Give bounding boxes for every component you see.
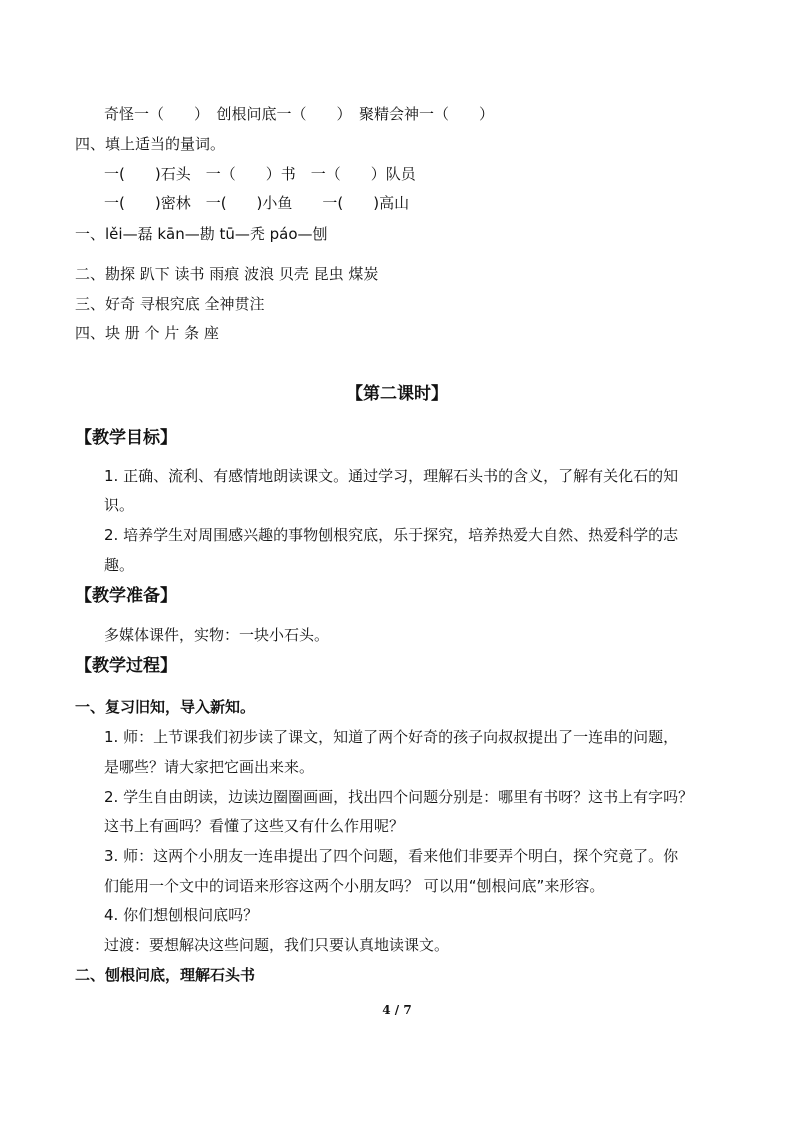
idiom-fill-line: 奇怪一（ ） 创根问底一（ ） 聚精会神一（ ） bbox=[104, 105, 495, 123]
step-1-heading: 一、复习旧知，导入新知。 bbox=[75, 698, 256, 716]
answer-1: 一、lěi—磊 kān—勘 tū—秃 páo—刨 bbox=[75, 225, 328, 243]
goal-1-line-1: 1. 正确、流利、有感情地朗读课文。通过学习，理解石头书的含义，了解有关化石的知 bbox=[104, 467, 679, 485]
answer-3: 三、好奇 寻根究底 全神贯注 bbox=[75, 295, 265, 313]
lesson-title: 【第二课时】 bbox=[346, 384, 448, 404]
step-1-para-2-line-1: 2. 学生自由朗读，边读边圈圈画画，找出四个问题分别是：哪里有书呀？这书上有字吗？ bbox=[104, 788, 694, 806]
answer-4: 四、块 册 个 片 条 座 bbox=[75, 324, 219, 342]
goal-2-line-1: 2. 培养学生对周围感兴趣的事物刨根究底，乐于探究，培养热爱大自然、热爱科学的志 bbox=[104, 526, 679, 544]
step-1-para-1-line-1: 1. 师：上节课我们初步读了课文，知道了两个好奇的孩子向叔叔提出了一连串的问题， bbox=[104, 728, 679, 746]
step-1-transition: 过渡：要想解决这些问题，我们只要认真地读课文。 bbox=[104, 936, 450, 954]
step-1-para-4: 4. 你们想刨根问底吗？ bbox=[104, 906, 259, 924]
prep-text: 多媒体课件，实物：一块小石头。 bbox=[104, 626, 330, 644]
measure-fill-line-1: 一( )石头 一（ ）书 一（ ）队员 bbox=[104, 165, 416, 183]
answer-2: 二、勘探 趴下 读书 雨痕 波浪 贝壳 昆虫 煤炭 bbox=[75, 265, 379, 283]
prep-heading: 【教学准备】 bbox=[75, 586, 177, 606]
step-1-para-2-line-2: 这书上有画吗？看懂了这些又有什么作用呢？ bbox=[104, 817, 405, 835]
goal-1-line-2: 识。 bbox=[104, 496, 135, 514]
page-number: 4 / 7 bbox=[382, 1003, 412, 1017]
process-heading: 【教学过程】 bbox=[75, 656, 177, 676]
section4-title: 四、填上适当的量词。 bbox=[75, 135, 226, 153]
measure-fill-line-2: 一( )密林 一( )小鱼 一( )高山 bbox=[104, 194, 410, 212]
goals-heading: 【教学目标】 bbox=[75, 428, 177, 448]
step-1-para-3-line-1: 3. 师：这两个小朋友一连串提出了四个问题，看来他们非要弄个明白，探个究竟了。你 bbox=[104, 847, 679, 865]
step-1-para-3-line-2: 们能用一个文中的词语来形容这两个小朋友吗？ 可以用“刨根问底”来形容。 bbox=[104, 877, 605, 895]
goal-2-line-2: 趣。 bbox=[104, 556, 135, 574]
step-1-para-1-line-2: 是哪些？请大家把它画出来来。 bbox=[104, 758, 315, 776]
step-2-heading: 二、刨根问底，理解石头书 bbox=[75, 966, 256, 984]
